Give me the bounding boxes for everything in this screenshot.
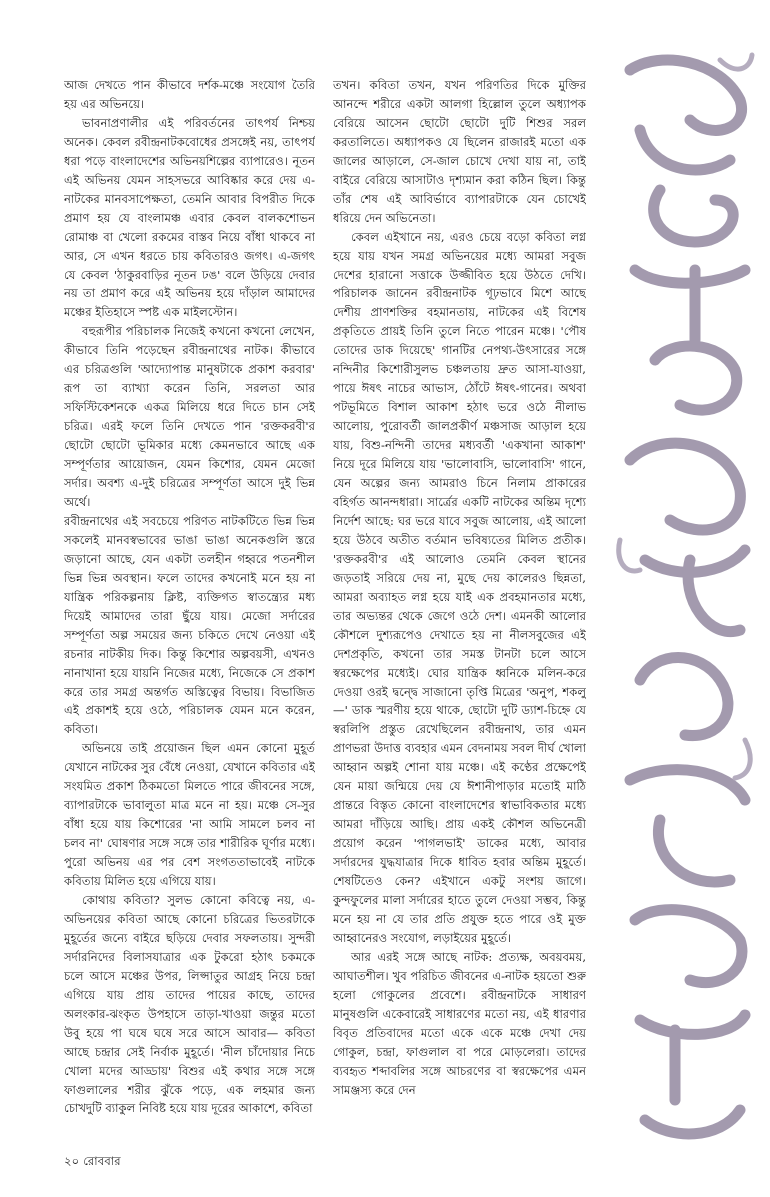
calligraphy-art-icon	[600, 40, 760, 1160]
paragraph: আজ দেখতে পান কীভাবে দর্শক-মঞ্চে সংযোগ তৈরি হয় এর অভিনয়ে।	[64, 78, 315, 111]
paragraph: বহুরূপীর পরিচালক নিজেই কখনো কখনো লেখেন, কীভাবে তিনি পড়েছেন রবীন্দ্রনাথের নাটক। কীভাবে এর চরিত্রগুলি 'আদ্যোপান্ত মানুষটাকে প্রকাশ করবার' রূপ তা ব্যাখ্যা করেন তিনি, সরলতা আর সফিস্টিকেশনকে একত্র মিলিয়ে ধরে দিতে চান সেই চরিত্র। এরই ফলে তিনি দেখতে পান 'রক্তকরবী'র ছোটো ছোটো ভূমিকার মধ্যে কেমনভাবে আছে এক সম্পূর্ণতার আয়োজন, যেমন কিশোর, যেমন মেজো সর্দার। অবশ্য এ-দুই চরিত্রের সম্পূর্ণতা আসে দুই ভিন্ন অর্থে।	[64, 324, 315, 509]
paragraph: অভিনয়ে তাই প্রয়োজন ছিল এমন কোনো মুহূর্ত যেখানে নাটকের সুর বেঁধে নেওয়া, যেখানে কবিতার এই সংযমিত প্রকাশ ঠিকমতো মিলতে পারে জীবনের সঙ্গে, ব্যাপারটাকে ভাবালুতা মাত্র মনে না হয়। মঞ্চে সে-সুর বাঁধা হয়ে যায় কিশোরের 'না আমি সামলে চলব না চলব না' ঘোষণার সঙ্গে সঙ্গে তার শারীরিক ঘূর্ণার মধ্যে। পুরো অভিনয় এর পর বেশ সংগততাভাবেই নাটকে কবিতায় মিলিত হয়ে এগিয়ে যায়।	[64, 741, 315, 889]
paragraph: রবীন্দ্রনাথের এই সবচেয়ে পরিণত নাটকটিতে ভিন্ন ভিন্ন সকলেই মানবস্বভাবের ভাঙা ভাঙা অনেকগুলি স্তরে জড়ানো আছে, যেন একটা তলহীন গহ্বরে পতনশীল ভিন্ন ভিন্ন অবস্থান। ফলে তাদের কখনোই মনে হয় না যান্ত্রিক পরিকল্পনায় ক্লিষ্ট, ব্যক্তিগত স্বাতন্ত্র্যের মধ্য দিয়েই আমাদের তারা ছুঁয়ে যায়। মেজো সর্দারের সম্পূর্ণতা অল্প সময়ের জন্য চকিতে দেখে নেওয়া এই রচনার নাটকীয় দিক। কিন্তু কিশোর অল্পবয়সী, এখনও নানাখানা হয়ে যায়নি নিজের মধ্যে, নিজেকে সে প্রকাশ করে তার সমগ্র অন্তর্গত অস্তিত্বের বিভায়। বিভাজিত এই প্রকাশই হয়ে ওঠে, পরিচালক যেমন মনে করেন, কবিতা।	[64, 513, 315, 737]
paragraph: কোথায় কবিতা? সুলভ কোনো কবিত্বে নয়, এ-অভিনয়ের কবিতা আছে কোনো চরিত্রের ভিতরটাকে মুহূর্তের জন্যে বাইরে ছড়িয়ে দেবার সফলতায়। সুন্দরী সর্দারনিদের বিলাসযাত্রার এক টুকরো হঠাৎ চকমকে চলে আসে মঞ্চের উপর, লিপ্সাতুর আগ্রহ নিয়ে চন্দ্রা এগিয়ে যায় প্রায় তাদের পায়ের কাছে, তাদের অলংকার-ঝংকৃত উপহাসে তাড়া-খাওয়া জন্তুর মতো উবু হয়ে পা ঘষে ঘষে সরে আসে আবার— কবিতা আছে চন্দ্রার সেই নির্বাক মুহূর্তে। 'নীল চাঁদোয়ার নিচে খোলা মদের আড্ডায়' বিশুর এই কথার সঙ্গে সঙ্গে ফাগুলালের শরীর ঝুঁকে পড়ে, এক লহমার জন্য চোখদুটি ব্যাকুল নিবিষ্ট হয়ে যায় দূরের আকাশে, কবিতা	[64, 892, 315, 1116]
paragraph: আর এরই সঙ্গে আছে নাটক: প্রত্যক্ষ, অবয়বময়, আঘাতশীল। খুব পরিচিত জীবনের এ-নাটক হয়তো শুরু হলো গোকুলের প্রবেশে। রবীন্দ্রনাটকে সাধারণ মানুষগুলি একেবারেই সাধারণের মতো নয়, এই ধারণার বিবৃত প্রতিবাদের মতো একে একে মঞ্চে দেখা দেয় গোকুল, চন্দ্রা, ফাগুলাল বা পরে মোড়লেরা। তাদের ব্যবহৃত শব্দাবলির সঙ্গে আচরণের বা স্বরক্ষেপের এমন সামঞ্জস্য করে দেন	[333, 949, 586, 1097]
paragraph: ভাবনাপ্রণালীর এই পরিবর্তনের তাৎপর্য নিশ্চয় অনেক। কেবল রবীন্দ্রনাটকবোধের প্রসঙ্গেই নয়, তাৎপর্য ধরা পড়ে বাংলাদেশের অভিনয়শিল্পের ব্যাপারেও। নূতন এই অভিনয় যেমন সাহসভরে আবিষ্কার করে দেয় এ-নাটকের মানবসাপেক্ষতা, তেমনি আবার বিপরীত দিকে প্রমাণ হয় যে বাংলামঞ্চ এবার কেবল বালকশোভন রোমাঞ্চ বা খেলো রকমের বাস্তব নিয়ে বাঁধা থাকবে না আর, সে এখন ধরতে চায় কবিতারও জগৎ। এ-জগৎ যে কেবল 'ঠাকুরবাড়ির নূতন ঢঙ' বলে উড়িয়ে দেবার নয় তা প্রমাণ করে এই অভিনয় হয়ে দাঁড়াল আমাদের মঞ্চের ইতিহাসে স্পষ্ট এক মাইলস্টোন।	[64, 115, 315, 320]
paragraph: তখন। কবিতা তখন, যখন পরিণতির দিকে মুক্তির আনন্দে শরীরে একটা আলগা হিল্লোল তুলে অধ্যাপক বেরিয়ে আসেন ছোটো ছোটো দুটি শিশুর সরল করতালিতে। অধ্যাপকও যে ছিলেন রাজারই মতো এক জালের আড়ালে, সে-জাল চোখে দেখা যায় না, তাই বাইরে বেরিয়ে আসাটাও দৃশ্যমান করা কঠিন ছিল। কিন্তু তাঁর শেষ এই আবির্ভাবে ব্যাপারটাকে যেন চোখেই ধরিয়ে দেন অভিনেতা।	[333, 78, 586, 225]
article-column-middle	[333, 76, 586, 1144]
page-footer: ২০ রোববার	[64, 1154, 121, 1168]
paragraph: কেবল এইখানে নয়, এরও চেয়ে বড়ো কবিতা লগ্ন হয়ে যায় যখন সমগ্র অভিনয়ের মধ্যে আমরা সবুজ দেশের হারানো সত্তাকে উজ্জীবিত হয়ে উঠতে দেখি। পরিচালক জানেন রবীন্দ্রনাটক গূঢ়ভাবে মিশে আছে দেশীয় প্রাণশক্তির বহমানতায়, নাটকের এই বিশেষ প্রকৃতিতে প্রায়ই তিনি তুলে নিতে পারেন মঞ্চে। 'পৌষ তোদের ডাক দিয়েছে' গানটির নেপথ্য-উৎসারের সঙ্গে নন্দিনীর কিশোরীসুলভ চঞ্চলতায় দ্রুত আসা-যাওয়া, পায়ে ঈষৎ নাচের আভাস, ঠোঁটে ঈষৎ-গানের। অথবা পটভূমিতে বিশাল আকাশ হঠাৎ ভরে ওঠে নীলাভ আলোয়, পুরোবর্তী জালপ্রকীর্ণ মঞ্চসাজ আড়াল হয়ে যায়, বিশু-নন্দিনী তাদের মধ্যবর্তী 'একখানা আকাশ' নিয়ে দূরে মিলিয়ে যায় 'ভালোবাসি, ভালোবাসি' গানে, যেন অল্পের জন্য আমরাও চিনে নিলাম প্রাকারের বহির্গত আনন্দধারা। সার্ত্রের একটি নাটকের অন্তিম দৃশ্যে নির্দেশ আছে: ঘর ভরে যাবে সবুজ আলোয়, এই আলো হয়ে উঠবে অতীত বর্তমান ভবিষ্যতের মিলিত প্রতীক। 'রক্তকরবী'র এই আলোও তেমনি কেবল স্থানের জড়তাই সরিয়ে দেয় না, মুছে দেয় কালেরও ছিন্নতা, আমরা অব্যাহত লগ্ন হয়ে যাই এক প্রবহমানতার মধ্যে, তার অভ্যন্তর থেকে জেগে ওঠে দেশ। এমনকী আলোর কৌশলে দুশ্যরূপেও দেখাতে হয় না নীলসবুজের এই দেশপ্রকৃতি, কখনো তার সমস্ত টানটা চলে আসে স্বরক্ষেপের মধ্যেই। ঘোর যান্ত্রিক ধ্বনিকে মলিন-করে দেওয়া ওরই দ্বন্দ্বে সাজানো তৃপ্তি মিত্রের 'অনুপ, শকলু—' ডাক স্মরণীয় হয়ে থাকে, ছোটো দুটি ড্যাশ-চিহ্নে যে স্বরলিপি প্রস্তুত রেখেছিলেন রবীন্দ্রনাথ, তার এমন প্রাণভরা উদাত্ত ব্যবহার এমন বেদনাময় সবল দীর্ঘ খোলা আহ্বান অল্পই শোনা যায় মঞ্চে। এই কণ্ঠের প্রক্ষেপেই যেন মায়া জন্মিয়ে দেয় যে ঈশানীপাড়ার মতোই মাঠি প্রান্তরে বিস্তৃত কোনো বাংলাদেশের স্বাভাবিকতার মধ্যে আমরা দাঁড়িয়ে আছি। প্রায় একই কৌশল অভিনেত্রী প্রয়োগ করেন 'পাগলভাই' ডাকের মধ্যে, আবার সর্দারদের যুদ্ধযাত্রার দিকে ধাবিত হবার অন্তিম মুহূর্তে। শেষটিতেও কেন? এইখানে একটু সংশয় জাগে। কুন্দফুলের মালা সর্দারের হাতে তুলে দেওয়া সম্ভব, কিন্তু মনে হয় না যে তার প্রতি প্রযুক্ত হতে পারে ওই মুক্ত আহ্বানেরও সংযোগ, লড়াইয়ের মুহূর্তে।	[333, 229, 586, 945]
article-column-left	[64, 76, 315, 1144]
